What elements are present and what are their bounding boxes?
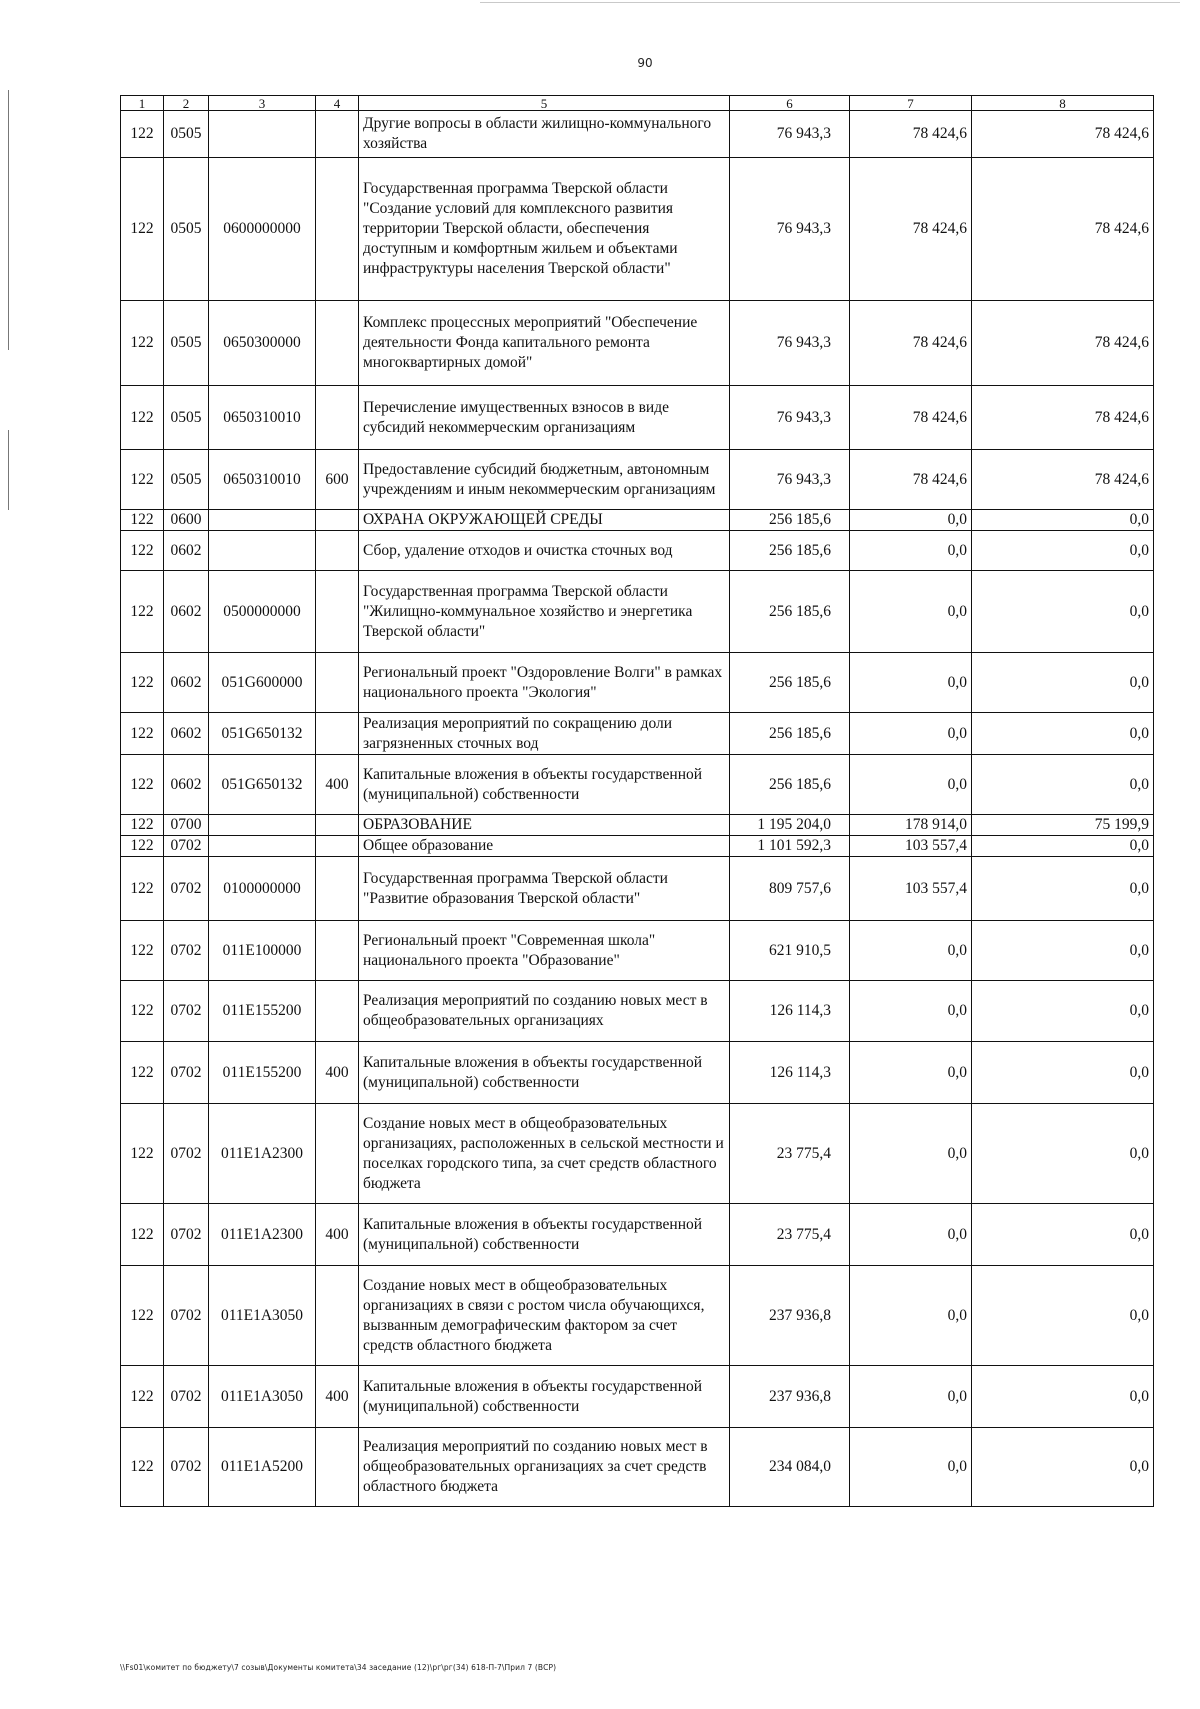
scan-top-line [480, 2, 1180, 3]
item-name-cell: Региональный проект "Оздоровление Волги" в рамках национального проекта "Экология" [359, 653, 730, 713]
item-name-cell: Реализация мероприятий по сокращению доли загрязненных сточных вод [359, 713, 730, 755]
expense-type-cell [316, 1266, 359, 1366]
section-code-cell: 0505 [164, 111, 209, 158]
section-code-cell: 0702 [164, 1204, 209, 1266]
admin-code-cell: 122 [121, 510, 164, 531]
target-article-cell: 051G600000 [209, 653, 316, 713]
column-number: 5 [359, 96, 730, 111]
expense-type-cell [316, 921, 359, 981]
amount-year1-cell: 256 185,6 [730, 755, 850, 815]
table-row [121, 1204, 1154, 1266]
item-name-cell: ОБРАЗОВАНИЕ [359, 815, 730, 836]
amount-year1-cell: 76 943,3 [730, 158, 850, 301]
admin-code-cell: 122 [121, 815, 164, 836]
item-name-cell: Предоставление субсидий бюджетным, автономным учреждениям и иным некоммерческим организациям [359, 450, 730, 510]
target-article-cell: 0100000000 [209, 857, 316, 921]
table-row [121, 158, 1154, 301]
amount-year1-cell: 76 943,3 [730, 111, 850, 158]
amount-year3-cell: 0,0 [972, 921, 1154, 981]
admin-code-cell: 122 [121, 755, 164, 815]
item-name-cell: Государственная программа Тверской области "Жилищно-коммунальное хозяйство и энергетика Тверской области" [359, 571, 730, 653]
amount-year1-cell: 234 084,0 [730, 1428, 850, 1507]
amount-year2-cell: 78 424,6 [850, 450, 972, 510]
amount-year2-cell: 0,0 [850, 1266, 972, 1366]
target-article-cell: 011E1A2300 [209, 1104, 316, 1204]
column-number: 6 [730, 96, 850, 111]
page-number: 90 [637, 56, 653, 70]
amount-year2-cell: 103 557,4 [850, 836, 972, 857]
admin-code-cell: 122 [121, 111, 164, 158]
target-article-cell: 011E1A5200 [209, 1428, 316, 1507]
amount-year2-cell: 103 557,4 [850, 857, 972, 921]
expense-type-cell [316, 713, 359, 755]
amount-year3-cell: 0,0 [972, 1428, 1154, 1507]
target-article-cell: 011E155200 [209, 981, 316, 1042]
section-code-cell: 0702 [164, 981, 209, 1042]
target-article-cell: 0500000000 [209, 571, 316, 653]
section-code-cell: 0602 [164, 755, 209, 815]
amount-year1-cell: 126 114,3 [730, 981, 850, 1042]
amount-year1-cell: 126 114,3 [730, 1042, 850, 1104]
amount-year3-cell: 0,0 [972, 755, 1154, 815]
section-code-cell: 0702 [164, 1042, 209, 1104]
amount-year1-cell: 23 775,4 [730, 1204, 850, 1266]
expense-type-cell [316, 301, 359, 386]
amount-year1-cell: 1 101 592,3 [730, 836, 850, 857]
target-article-cell: 0650310010 [209, 386, 316, 450]
amount-year2-cell: 178 914,0 [850, 815, 972, 836]
item-name-cell: Государственная программа Тверской области "Создание условий для комплексного развития территории Тверской области, обеспечения доступным и комфортным жильем и объектами инфраструктуры населения Тверской области" [359, 158, 730, 301]
expense-type-cell [316, 815, 359, 836]
admin-code-cell: 122 [121, 981, 164, 1042]
section-code-cell: 0602 [164, 571, 209, 653]
admin-code-cell: 122 [121, 531, 164, 571]
item-name-cell: Комплекс процессных мероприятий "Обеспечение деятельности Фонда капитального ремонта многоквартирных домой" [359, 301, 730, 386]
expense-type-cell: 400 [316, 755, 359, 815]
amount-year3-cell: 0,0 [972, 1366, 1154, 1428]
target-article-cell [209, 836, 316, 857]
expense-type-cell [316, 981, 359, 1042]
footer-file-path: \\Fs01\комитет по бюджету\7 созыв\Документы комитета\34 заседание (12)\рг\рг(34) 618-П-7\Прил 7 (ВСР) [120, 1663, 557, 1672]
table-row [121, 713, 1154, 755]
amount-year2-cell: 0,0 [850, 921, 972, 981]
amount-year2-cell: 0,0 [850, 531, 972, 571]
amount-year1-cell: 23 775,4 [730, 1104, 850, 1204]
item-name-cell: Реализация мероприятий по созданию новых мест в общеобразовательных организациях за счет средств областного бюджета [359, 1428, 730, 1507]
table-row [121, 510, 1154, 531]
section-code-cell: 0602 [164, 713, 209, 755]
admin-code-cell: 122 [121, 1366, 164, 1428]
item-name-cell: Капитальные вложения в объекты государственной (муниципальной) собственности [359, 1042, 730, 1104]
amount-year2-cell: 0,0 [850, 1204, 972, 1266]
amount-year3-cell: 0,0 [972, 531, 1154, 571]
amount-year3-cell: 78 424,6 [972, 111, 1154, 158]
amount-year2-cell: 0,0 [850, 713, 972, 755]
admin-code-cell: 122 [121, 653, 164, 713]
column-number: 7 [850, 96, 972, 111]
item-name-cell: Создание новых мест в общеобразовательных организациях в связи с ростом числа обучающихся, вызванным демографическим фактором за счет средств областного бюджета [359, 1266, 730, 1366]
admin-code-cell: 122 [121, 857, 164, 921]
amount-year3-cell: 0,0 [972, 653, 1154, 713]
target-article-cell: 051G650132 [209, 713, 316, 755]
item-name-cell: Региональный проект "Современная школа" национального проекта "Образование" [359, 921, 730, 981]
expense-type-cell [316, 386, 359, 450]
table-row [121, 1366, 1154, 1428]
target-article-cell: 011E1A3050 [209, 1266, 316, 1366]
table-row [121, 111, 1154, 158]
amount-year1-cell: 1 195 204,0 [730, 815, 850, 836]
amount-year3-cell: 0,0 [972, 510, 1154, 531]
amount-year2-cell: 0,0 [850, 510, 972, 531]
expense-type-cell [316, 653, 359, 713]
amount-year3-cell: 0,0 [972, 1042, 1154, 1104]
section-code-cell: 0600 [164, 510, 209, 531]
amount-year3-cell: 0,0 [972, 1266, 1154, 1366]
admin-code-cell: 122 [121, 836, 164, 857]
admin-code-cell: 122 [121, 158, 164, 301]
target-article-cell: 011E1A2300 [209, 1204, 316, 1266]
column-number-row [121, 96, 1154, 111]
item-name-cell: Капитальные вложения в объекты государственной (муниципальной) собственности [359, 1366, 730, 1428]
expense-type-cell [316, 836, 359, 857]
table-row [121, 450, 1154, 510]
amount-year2-cell: 78 424,6 [850, 158, 972, 301]
table-row [121, 857, 1154, 921]
item-name-cell: Государственная программа Тверской области "Развитие образования Тверской области" [359, 857, 730, 921]
section-code-cell: 0702 [164, 921, 209, 981]
amount-year3-cell: 78 424,6 [972, 158, 1154, 301]
section-code-cell: 0505 [164, 450, 209, 510]
table-row [121, 1266, 1154, 1366]
amount-year2-cell: 0,0 [850, 571, 972, 653]
admin-code-cell: 122 [121, 571, 164, 653]
admin-code-cell: 122 [121, 1104, 164, 1204]
amount-year3-cell: 0,0 [972, 1204, 1154, 1266]
table-row [121, 836, 1154, 857]
table-row [121, 386, 1154, 450]
amount-year1-cell: 76 943,3 [730, 450, 850, 510]
column-number: 2 [164, 96, 209, 111]
expense-type-cell: 400 [316, 1042, 359, 1104]
expense-type-cell [316, 510, 359, 531]
amount-year3-cell: 0,0 [972, 571, 1154, 653]
admin-code-cell: 122 [121, 1266, 164, 1366]
expense-type-cell [316, 531, 359, 571]
section-code-cell: 0702 [164, 1366, 209, 1428]
target-article-cell: 0650300000 [209, 301, 316, 386]
amount-year2-cell: 0,0 [850, 653, 972, 713]
amount-year2-cell: 0,0 [850, 1366, 972, 1428]
target-article-cell: 0650310010 [209, 450, 316, 510]
amount-year2-cell: 78 424,6 [850, 301, 972, 386]
admin-code-cell: 122 [121, 301, 164, 386]
admin-code-cell: 122 [121, 1428, 164, 1507]
amount-year2-cell: 0,0 [850, 1042, 972, 1104]
amount-year1-cell: 256 185,6 [730, 571, 850, 653]
target-article-cell [209, 111, 316, 158]
target-article-cell: 011E1A3050 [209, 1366, 316, 1428]
table-row [121, 921, 1154, 981]
amount-year2-cell: 0,0 [850, 755, 972, 815]
target-article-cell: 0600000000 [209, 158, 316, 301]
section-code-cell: 0702 [164, 1104, 209, 1204]
item-name-cell: ОХРАНА ОКРУЖАЮЩЕЙ СРЕДЫ [359, 510, 730, 531]
column-number: 3 [209, 96, 316, 111]
table-row [121, 755, 1154, 815]
amount-year1-cell: 621 910,5 [730, 921, 850, 981]
table-row [121, 653, 1154, 713]
amount-year3-cell: 0,0 [972, 857, 1154, 921]
expense-type-cell [316, 1428, 359, 1507]
amount-year2-cell: 0,0 [850, 1104, 972, 1204]
amount-year3-cell: 0,0 [972, 1104, 1154, 1204]
amount-year3-cell: 0,0 [972, 836, 1154, 857]
amount-year1-cell: 256 185,6 [730, 713, 850, 755]
item-name-cell: Другие вопросы в области жилищно-коммунального хозяйства [359, 111, 730, 158]
amount-year2-cell: 78 424,6 [850, 386, 972, 450]
admin-code-cell: 122 [121, 1204, 164, 1266]
section-code-cell: 0702 [164, 1266, 209, 1366]
scan-margin-line [8, 90, 9, 350]
expense-type-cell: 400 [316, 1204, 359, 1266]
amount-year1-cell: 237 936,8 [730, 1366, 850, 1428]
item-name-cell: Капитальные вложения в объекты государственной (муниципальной) собственности [359, 755, 730, 815]
expense-type-cell [316, 1104, 359, 1204]
amount-year1-cell: 76 943,3 [730, 386, 850, 450]
amount-year1-cell: 237 936,8 [730, 1266, 850, 1366]
amount-year2-cell: 0,0 [850, 1428, 972, 1507]
amount-year1-cell: 256 185,6 [730, 531, 850, 571]
section-code-cell: 0505 [164, 301, 209, 386]
section-code-cell: 0700 [164, 815, 209, 836]
amount-year1-cell: 76 943,3 [730, 301, 850, 386]
expense-type-cell [316, 857, 359, 921]
amount-year3-cell: 75 199,9 [972, 815, 1154, 836]
expense-type-cell: 600 [316, 450, 359, 510]
item-name-cell: Общее образование [359, 836, 730, 857]
amount-year3-cell: 78 424,6 [972, 386, 1154, 450]
table-row [121, 1104, 1154, 1204]
scan-margin-line [8, 430, 9, 510]
item-name-cell: Реализация мероприятий по созданию новых мест в общеобразовательных организациях [359, 981, 730, 1042]
expense-type-cell [316, 111, 359, 158]
admin-code-cell: 122 [121, 921, 164, 981]
target-article-cell [209, 531, 316, 571]
table-row [121, 815, 1154, 836]
amount-year2-cell: 0,0 [850, 981, 972, 1042]
amount-year2-cell: 78 424,6 [850, 111, 972, 158]
column-number: 1 [121, 96, 164, 111]
amount-year1-cell: 809 757,6 [730, 857, 850, 921]
expense-type-cell [316, 571, 359, 653]
table-row [121, 1428, 1154, 1507]
section-code-cell: 0505 [164, 158, 209, 301]
amount-year1-cell: 256 185,6 [730, 653, 850, 713]
admin-code-cell: 122 [121, 450, 164, 510]
target-article-cell [209, 510, 316, 531]
amount-year3-cell: 0,0 [972, 713, 1154, 755]
expense-type-cell: 400 [316, 1366, 359, 1428]
table-row [121, 981, 1154, 1042]
target-article-cell: 051G650132 [209, 755, 316, 815]
target-article-cell [209, 815, 316, 836]
item-name-cell: Перечисление имущественных взносов в виде субсидий некоммерческим организациям [359, 386, 730, 450]
table-row [121, 531, 1154, 571]
section-code-cell: 0702 [164, 857, 209, 921]
amount-year1-cell: 256 185,6 [730, 510, 850, 531]
amount-year3-cell: 78 424,6 [972, 450, 1154, 510]
section-code-cell: 0702 [164, 1428, 209, 1507]
table-row [121, 571, 1154, 653]
admin-code-cell: 122 [121, 713, 164, 755]
admin-code-cell: 122 [121, 1042, 164, 1104]
amount-year3-cell: 0,0 [972, 981, 1154, 1042]
budget-table [120, 95, 1154, 1507]
target-article-cell: 011E100000 [209, 921, 316, 981]
expense-type-cell [316, 158, 359, 301]
table-row [121, 1042, 1154, 1104]
section-code-cell: 0505 [164, 386, 209, 450]
column-number: 8 [972, 96, 1154, 111]
section-code-cell: 0602 [164, 531, 209, 571]
item-name-cell: Сбор, удаление отходов и очистка сточных вод [359, 531, 730, 571]
section-code-cell: 0602 [164, 653, 209, 713]
target-article-cell: 011E155200 [209, 1042, 316, 1104]
section-code-cell: 0702 [164, 836, 209, 857]
amount-year3-cell: 78 424,6 [972, 301, 1154, 386]
table-row [121, 301, 1154, 386]
item-name-cell: Создание новых мест в общеобразовательных организациях, расположенных в сельской местности и поселках городского типа, за счет средств областного бюджета [359, 1104, 730, 1204]
item-name-cell: Капитальные вложения в объекты государственной (муниципальной) собственности [359, 1204, 730, 1266]
column-number: 4 [316, 96, 359, 111]
admin-code-cell: 122 [121, 386, 164, 450]
